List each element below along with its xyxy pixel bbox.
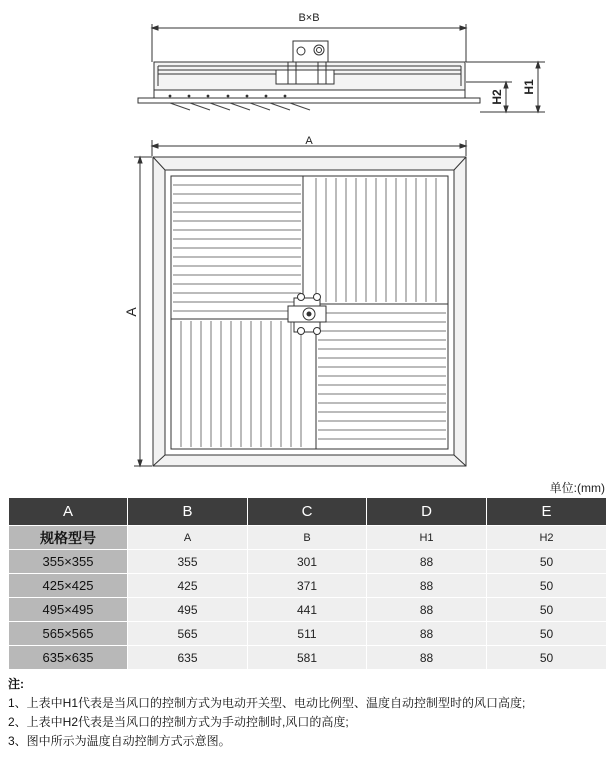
subheader-cell: H1: [367, 526, 487, 550]
table-header-row: [9, 498, 607, 526]
subheader-cell: 规格型号: [9, 526, 128, 550]
table-row: [9, 550, 607, 574]
table-cell: 50: [487, 550, 607, 574]
column-header: B: [128, 498, 248, 526]
table-cell: 635: [128, 646, 248, 670]
h1-label: H1: [522, 79, 536, 95]
top-dim-label: B×B: [298, 12, 320, 24]
table-row: [9, 574, 607, 598]
table-row: [9, 598, 607, 622]
side-view: [138, 24, 545, 112]
table-cell: 88: [367, 622, 487, 646]
table-cell: 50: [487, 646, 607, 670]
table-subheader-row: [9, 526, 607, 550]
model-cell: 425×425: [9, 574, 128, 598]
table-cell: 50: [487, 598, 607, 622]
table-cell: 511: [248, 622, 367, 646]
table-cell: 88: [367, 646, 487, 670]
table-cell: 425: [128, 574, 248, 598]
note-item: 2、上表中H2代表是当风口的控制方式为手动控制时,风口的高度;: [8, 715, 349, 729]
table-cell: 301: [248, 550, 367, 574]
column-header: E: [487, 498, 607, 526]
column-header: A: [9, 498, 128, 526]
table-cell: 371: [248, 574, 367, 598]
model-cell: 635×635: [9, 646, 128, 670]
table-cell: 355: [128, 550, 248, 574]
notes: [8, 675, 525, 751]
table-cell: 88: [367, 550, 487, 574]
subheader-cell: H2: [487, 526, 607, 550]
subheader-cell: B: [248, 526, 367, 550]
table-cell: 50: [487, 574, 607, 598]
table-row: [9, 646, 607, 670]
model-cell: 355×355: [9, 550, 128, 574]
table-cell: 88: [367, 574, 487, 598]
table-cell: 565: [128, 622, 248, 646]
note-item: 3、图中所示为温度自动控制方式示意图。: [8, 734, 231, 748]
front-top-label: A: [305, 135, 313, 147]
table-cell: 581: [248, 646, 367, 670]
table-cell: 441: [248, 598, 367, 622]
table-cell: 50: [487, 622, 607, 646]
unit-label: 单位:(mm): [549, 481, 605, 495]
table-cell: 88: [367, 598, 487, 622]
table-row: [9, 622, 607, 646]
spec-table: [8, 497, 607, 670]
model-cell: 565×565: [9, 622, 128, 646]
column-header: D: [367, 498, 487, 526]
front-view: [134, 140, 466, 466]
h2-label: H2: [490, 89, 504, 105]
model-cell: 495×495: [9, 598, 128, 622]
notes-heading: 注:: [8, 677, 24, 691]
front-left-label: A: [123, 307, 139, 317]
note-item: 1、上表中H1代表是当风口的控制方式为电动开关型、电动比例型、温度自动控制型时的风口高度;: [8, 696, 526, 710]
table-cell: 495: [128, 598, 248, 622]
subheader-cell: A: [128, 526, 248, 550]
column-header: C: [248, 498, 367, 526]
